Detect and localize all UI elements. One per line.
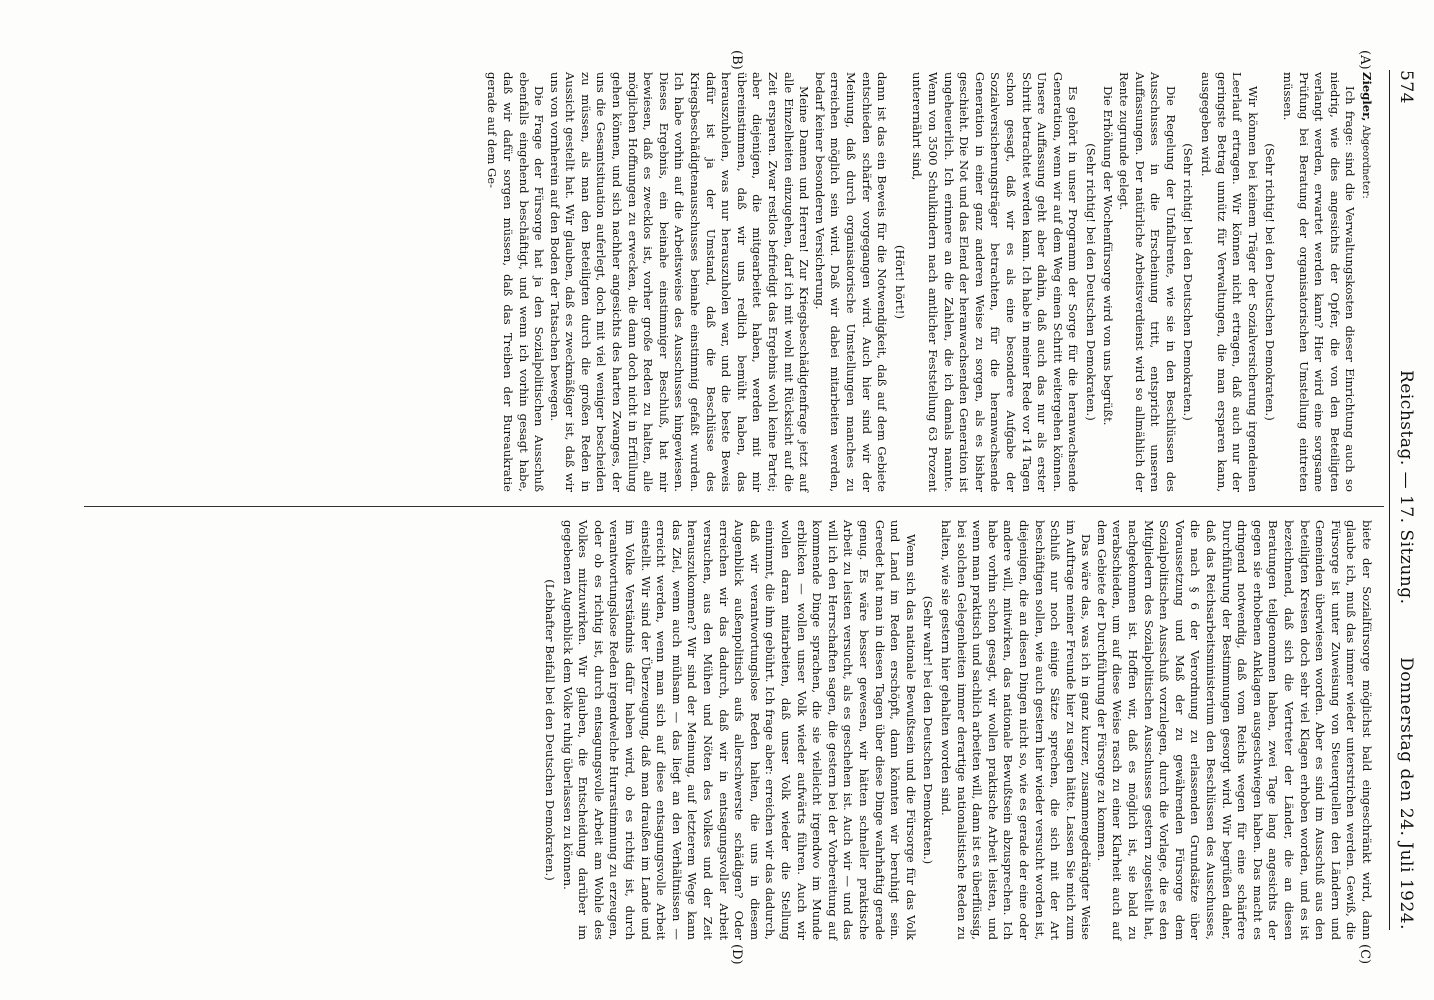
column-divider	[84, 506, 1384, 507]
interjection: (Sehr richtig! bei den Deutschen Demokraten.)	[1263, 143, 1278, 421]
margin-marker-a: (A)	[1357, 50, 1372, 70]
applause-note: (Lebhafter Beifall bei den Deutschen Demokraten.)	[543, 579, 558, 881]
interjection: (Sehr richtig! bei den Deutschen Demokraten.)	[1181, 143, 1196, 421]
paragraph: Die Frage der Fürsorge hat ja den Sozialpolitischen Ausschuß ebenfalls eingehend beschäftigt, und wenn ich vorhin gesagt habe, daß wir dafür sorgen müssen, daß das Treiben der Bureaukratie gerade auf dem Ge-	[485, 72, 547, 492]
speaker-role: Abgeordneter:	[1360, 125, 1371, 199]
margin-marker-c: (C)	[1357, 944, 1372, 965]
paragraph: Ich frage: sind die Verwaltungskosten dieser Einrichtung auch so niedrig, wie dies angesichts der Opfer, die von den Beteiligten verlangt werden, erwartet werden kann? Hier wird eine sorgsame Prüfung bei Beratung der organisatorischen Umstellung eintreten müssen.	[1281, 72, 1358, 492]
paragraph: Wir können bei keinem Träger der Sozialversicherung irgendeinen Leerlauf ertragen. Wir können nicht ertragen, daß auch nur der geringste Betrag unnütz für Verwaltungen, die man ersparen kann, ausgegeben wird.	[1199, 72, 1260, 492]
interjection: (Hört! hört!)	[892, 245, 907, 319]
right-column	[540, 520, 1374, 940]
header-rule	[1389, 70, 1390, 930]
paragraph: Es gehört in unser Programm der Sorge für die heranwachsende Generation, wenn wir auf dem Weg einen Schritt weitergehen können. Unsere Auffassung geht aber dahin, daß auch das nur als erster Schritt betrachtet werden kann. Ich habe in meiner Rede vor 14 Tagen schon gesagt, daß wir es als eine besondere Aufgabe der Sozialversicherungsträger betrachten, für die heranwachsende Generation in einer ganz anderen Weise zu sorgen, als es bisher geschieht. Die Not und das Elend der heranwachsenden Generation ist ungeheuerlich. Ich erinnere an die Zahlen, die ich damals nannte. Wenn von 3500 Schulkindern nach amtlicher Feststellung 63 Prozent unterernährt sind,	[910, 72, 1081, 492]
speaker-name: Ziegler,	[1360, 72, 1374, 122]
paragraph: Die Erhöhung der Wochenfürsorge wird von uns begrüßt.	[1101, 86, 1116, 426]
page-number: 574	[1396, 70, 1416, 104]
margin-marker-d: (D)	[729, 944, 744, 965]
paragraph: Das wäre das, was ich in ganz kurzer, zusammengedrängter Weise im Auftrage meiner Freunde hier zu sagen hätte. Lassen Sie mich zum Schluß nur noch einige Sätze sprechen, die sich mit der Art beschäftigen sollen, wie auch gestern hier wieder versucht worden ist, diejenigen, die an diesen Dingen nicht so, wie es gerade der eine oder andere will, mitwirken, das nationale Bewußtsein abzusprechen. Ich habe vorhin schon gesagt, wir wollen praktische Arbeit leisten, und wenn man praktisch und sachlich arbeiten will, dann ist es überflüssig, bei solchen Gelegenheiten immer derartige nationalistische Reden zu halten, wie sie gestern hier gehalten worden sind.	[938, 520, 1094, 940]
speaker-line	[1357, 72, 1374, 492]
interjection: (Sehr wahr! bei den Deutschen Demokraten.)	[921, 595, 936, 865]
session-date: Donnerstag den 24. Juli 1924.	[1396, 657, 1416, 930]
margin-marker-b: (B)	[729, 50, 744, 70]
paragraph: Meine Damen und Herren! Zur Kriegsbeschädigtenfrage jetzt auf alle Einzelheiten einzugehen, darf ich mit wohl mit Rücksicht auf die Zeit ersparen. Zwar restlos befriedigt das Ergebnis wohl keine Partei; aber diejenigen, die mitgearbeitet haben, werden mit mir übereinstimmen, daß wir uns redlich bemüht haben, das herauszuholen, was nur herauszuholen war, und die beste Beweis dafür ist ja der Umstand, daß die Beschlüsse des Kriegsbeschädigtenausschusses beinahe einstimmig gefaßt wurden. Ich habe vorhin auf die Arbeitsweise des Ausschusses hingewiesen. Dieses Ergebnis, ein beinahe einstimmiger Beschluß, hat mir bewiesen, daß es zwecklos ist, vorher große Reden zu halten, alle möglichen Hoffnungen zu erwecken, die dann doch nicht in Erfüllung gehen können, und sich nachher angesichts des harten Zwanges, der uns die Gesamtsituation auferlegt, doch mit viel weniger bescheiden zu müssen, als man den Beteiligten durch die großen Reden in Aussicht gestellt hat. Wir glauben, daß es zweckmäßiger ist, daß wir uns von vornherein auf den Boden der Tatsachen bewegen.	[547, 72, 812, 492]
session-title: Reichstag. — 17. Sitzung.	[1396, 370, 1416, 605]
paragraph: biete der Sozialfürsorge möglichst bald eingeschränkt wird, dann glaube ich, muß das immer wieder unterstrichen werden. Gewiß, die Fürsorge ist unter Zuweisung von Steuerquellen den Ländern und Gemeinden überwiesen worden. Aber es sind im Ausschuß aus den beteiligten Kreisen doch sehr viel Klagen erhoben worden, und es ist bezeichnend, daß sich die Vertreter der Länder, die an diesen Beratungen teilgenommen haben, zwei Tage lang angesichts der gegen sie erhobenen Anklagen ausgeschwiegen haben. Das macht es dringend notwendig, daß vom Reichs wegen für eine schärfere Durchführung der Bestimmungen gesorgt wird. Wir begrüßen daher, daß das Reichsarbeitsministerium den Beschlüssen des Ausschusses, die nach § 6 der Verordnung zu erlassenden Grundsätze über Voraussetzung und Maß der zu gewährenden Fürsorge dem Sozialpolitischen Ausschuß vorzulegen, durch die Vorlage, die es den Mitgliedern des Sozialpolitischen Ausschusses gestern zugestellt hat, nachgekommen ist. Hoffen wir, daß es möglich ist, sie bald zu verabschieden, um auf diese Weise rasch zu einer Klarheit auch auf dem Gebiete der Durchführung der Fürsorge zu kommen.	[1094, 520, 1374, 940]
paragraph: dann ist das ein Beweis für die Notwendigkeit, daß auf dem Gebiete entschieden schärfer vorgegangen wird. Auch hier sind wir der Meinung, daß durch organisatorische Umstellungen manches zu erreichen möglich sein wird. Daß wir dabei mitarbeiten werden, bedarf keiner besonderen Versicherung.	[812, 72, 890, 492]
interjection: (Sehr richtig! bei den Deutschen Demokraten.)	[1083, 143, 1098, 421]
page-header	[1392, 70, 1416, 930]
left-column	[484, 72, 1374, 492]
paragraph: Die Regelung der Unfallrente, wie sie in den Beschlüssen des Ausschusses in die Erscheinung tritt, entspricht unseren Auffassungen. Der natürliche Arbeitsverdienst wird so allmählich der Rente zugrunde gelegt.	[1117, 72, 1178, 492]
paragraph: Wenn sich das nationale Bewußtsein und die Fürsorge für das Volk und Land im Reden erschöpft, dann könnten wir beruhigt sein. Geredet hat man in diesen Tagen über diese Dinge wahrhaftig gerade genug. Es wäre besser gewesen, wir hätten schneller praktische Arbeit zu leisten versucht, als es geschehen ist. Auch wir — und das will ich den Herrschaften sagen, die gestern bei der Vorbereitung auf kommende Dinge sprachen, die sie vielleicht irgendwo im Munde erblicken — wollen unser Volk wieder aufwärts führen. Auch wir wollen daran mitarbeiten, daß unser Volk wieder die Stellung einnimmt, die ihm gebührt. Ich frage aber: erreichen wir das dadurch, daß wir verantwortungslose Reden halten, die uns in diesem Augenblick außenpolitisch aufs allerschwerste schädigen? Oder erreichen wir das dadurch, daß wir in entsagungsvoller Arbeit versuchen, aus den Mühen und Nöten des Volkes und der Zeit herauszukommen? Wir sind der Meinung, auf letzterem Wege kann das Ziel, wenn auch mühsam — das liegt an den Verhältnissen — erreicht werden, wenn man sich auf diese entsagungsvolle Arbeit einstellt. Wir sind der Überzeugung, daß man draußen im Lande und im Volke Verständnis dafür haben wird, ob es richtig ist, durch verantwortungslose Reden irgendwelche Hurrastimmung zu erzeugen, oder ob es richtig ist, durch entsagungsvolle Arbeit am Wohle des Volkes mitzuwirken. Wir glauben, die Entscheidung darüber im gegebenen Augenblick dem Volke ruhig überlassen zu können.	[560, 520, 918, 940]
